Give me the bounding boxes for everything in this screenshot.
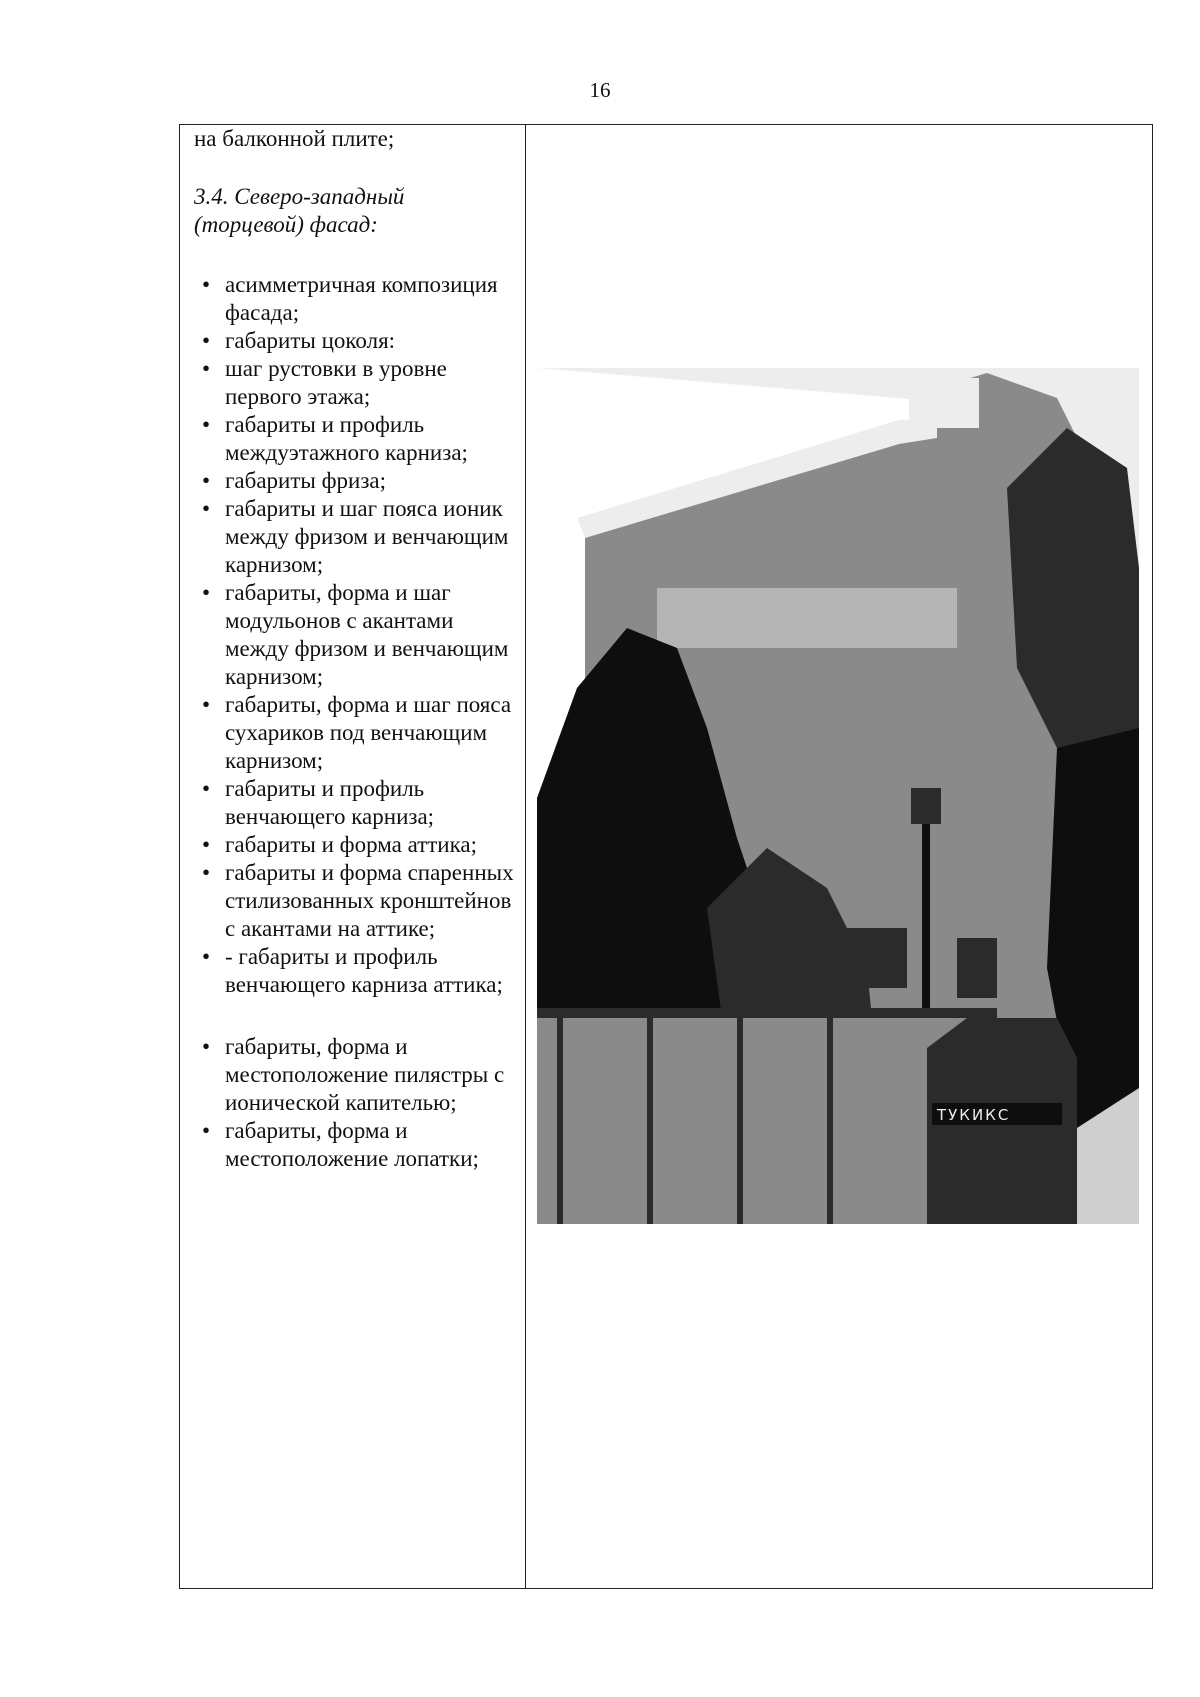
bullet-icon: • [201, 468, 211, 493]
bullet-list-second [194, 1033, 519, 1173]
list-item [194, 943, 519, 999]
list-item [194, 775, 519, 831]
list-item-text: габариты, форма и местоположение пилястры с ионической капителью; [225, 1034, 505, 1115]
list-item [194, 355, 519, 411]
list-item-text: габариты цоколя: [225, 328, 396, 353]
page-number: 16 [589, 78, 611, 102]
list-item-text: габариты, форма и шаг пояса сухариков под венчающим карнизом; [225, 692, 512, 773]
fence-post [557, 1018, 563, 1224]
bullet-icon: • [201, 328, 211, 353]
bullet-icon: • [201, 776, 211, 801]
list-item [194, 495, 519, 579]
upper-light-panel [657, 588, 957, 648]
bullet-icon: • [201, 272, 211, 297]
window [837, 928, 907, 988]
list-item [194, 467, 519, 495]
bullet-list-first [194, 271, 519, 999]
window [957, 938, 997, 998]
bullet-icon: • [201, 356, 211, 381]
bullet-icon: • [201, 860, 211, 885]
bullet-icon: • [201, 944, 211, 969]
bullet-icon: • [201, 412, 211, 437]
list-item [194, 691, 519, 775]
list-item-text: габариты и профиль венчающего карниза; [225, 776, 435, 829]
list-item [194, 1033, 519, 1117]
list-item-text: габариты фриза; [225, 468, 387, 493]
document-table [179, 124, 1153, 1589]
bullet-icon: • [201, 1118, 211, 1143]
bullet-icon: • [201, 692, 211, 717]
list-item-text: шаг рустовки в уровне первого этажа; [225, 356, 447, 409]
list-item [194, 579, 519, 691]
bullet-icon: • [201, 832, 211, 857]
list-item-text: габариты, форма и шаг модульонов с акантами между фризом и венчающим карнизом; [225, 580, 509, 689]
bullet-icon: • [201, 1034, 211, 1059]
kiosk-sign-text: ТУКИКС [937, 1106, 1011, 1124]
intro-text: на балконной плите; [194, 126, 395, 151]
list-item-text: - габариты и профиль венчающего карниза аттика; [225, 944, 503, 997]
attic-block [909, 378, 979, 428]
lamppost-lantern [911, 788, 941, 824]
fence-post [827, 1018, 833, 1224]
section-heading: 3.4. Северо-западный (торцевой) фасад: [194, 184, 405, 237]
column-divider [525, 125, 526, 1588]
list-item-text: асимметричная композиция фасада; [225, 272, 498, 325]
list-item-text: габариты и профиль междуэтажного карниза; [225, 412, 468, 465]
list-item [194, 859, 519, 943]
fence-top-rail [537, 1008, 997, 1018]
list-item-text: габариты и форма спаренных стилизованных кронштейнов с акантами на аттике; [225, 860, 514, 941]
bullet-icon: • [201, 580, 211, 605]
list-item [194, 831, 519, 859]
bullet-icon: • [201, 496, 211, 521]
list-item-text: габариты, форма и местоположение лопатки; [225, 1118, 479, 1171]
list-item [194, 271, 519, 327]
list-item [194, 411, 519, 467]
text-cell [194, 125, 519, 1173]
list-item-text: габариты и шаг пояса ионик между фризом и венчающим карнизом; [225, 496, 509, 577]
list-item-text: габариты и форма аттика; [225, 832, 478, 857]
list-item [194, 327, 519, 355]
fence-post [647, 1018, 653, 1224]
fence-post [737, 1018, 743, 1224]
facade-photo [537, 368, 1139, 1224]
list-item [194, 1117, 519, 1173]
